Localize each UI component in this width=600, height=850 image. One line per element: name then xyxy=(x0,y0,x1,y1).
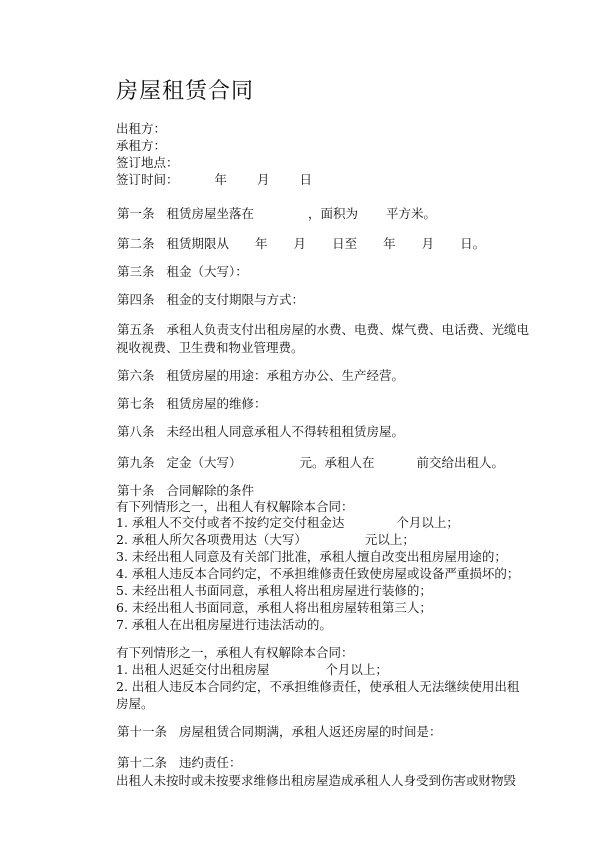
article-2-day-to: 日至 xyxy=(332,236,358,251)
article-1-text-c: 平方米。 xyxy=(386,206,437,221)
article-12-title: 违约责任： xyxy=(179,755,242,770)
lessee-line: 承租方： xyxy=(116,138,167,153)
article-2-day2: 日。 xyxy=(460,236,486,251)
article-2 xyxy=(117,236,485,252)
article-10-heading xyxy=(117,483,254,499)
article-10-number: 第十条 xyxy=(117,483,155,498)
article-3 xyxy=(117,264,248,280)
article-8 xyxy=(117,424,404,440)
list-item xyxy=(116,515,459,531)
article-2-text: 租赁期限从 xyxy=(166,236,230,251)
article-8-number: 第八条 xyxy=(117,424,155,439)
list-item: 3. 未经出租人同意及有关部门批准，承租人擅自改变出租房屋用途的； xyxy=(116,549,507,564)
article-10-intro-2: 有下列情形之一，承租人有权解除本合同： xyxy=(116,645,354,660)
list-item xyxy=(116,532,415,548)
article-2-month2: 月 xyxy=(421,236,435,251)
signing-time-label: 签订时间： xyxy=(116,172,179,187)
list-item-text: 2. 承租人所欠各项费用达（大写） xyxy=(116,532,307,547)
article-2-month: 月 xyxy=(293,236,307,251)
list-item: 5. 未经出租人书面同意，承租人将出租房屋进行装修的； xyxy=(116,583,432,598)
signing-month: 月 xyxy=(257,172,270,187)
article-4-number: 第四条 xyxy=(117,292,155,307)
article-10-intro-1: 有下列情形之一，出租人有权解除本合同： xyxy=(116,499,354,514)
article-1-text-b: ，面积为 xyxy=(308,206,359,221)
article-12-heading xyxy=(117,755,242,771)
article-2-year2: 年 xyxy=(383,236,396,251)
article-5-text-1: 承租人负责支付出租房屋的水费、电费、煤气费、电话费、光缆电 xyxy=(166,322,530,337)
list-item xyxy=(116,662,388,678)
article-7-number: 第七条 xyxy=(117,396,155,411)
article-6-text: 租赁房屋的用途：承租方办公、生产经营。 xyxy=(166,368,405,383)
signing-year: 年 xyxy=(214,172,228,187)
signing-place-line: 签订地点： xyxy=(116,155,179,170)
list-item-suffix: 元以上； xyxy=(364,532,415,547)
article-4 xyxy=(117,292,304,308)
article-1-number: 第一条 xyxy=(117,206,155,221)
list-item-text: 1. 承租人不交付或者不按约定交付租金达 xyxy=(116,515,345,530)
list-item: 4. 承租人违反本合同约定，不承担维修责任致使房屋或设备严重损坏的； xyxy=(116,566,520,581)
document-title: 房屋租赁合同 xyxy=(116,79,255,104)
article-9-text-b: 元。承租人在 xyxy=(299,455,375,470)
signing-day: 日 xyxy=(299,172,313,187)
article-12-number: 第十二条 xyxy=(117,755,168,770)
article-12-text: 出租人未按时或未按要求维修出租房屋造成承租人人身受到伤害或财物毁 xyxy=(116,773,517,788)
article-8-text: 未经出租人同意承租人不得转租租赁房屋。 xyxy=(166,424,405,439)
article-6 xyxy=(117,368,404,384)
article-1 xyxy=(117,206,436,222)
article-4-text: 租金的支付期限与方式： xyxy=(166,292,305,307)
article-1-text-a: 租赁房屋坐落在 xyxy=(166,206,255,221)
article-11 xyxy=(117,724,442,740)
article-2-year: 年 xyxy=(255,236,268,251)
article-5-line-2: 视收视费、卫生费和物业管理费。 xyxy=(116,340,304,355)
article-5-number: 第五条 xyxy=(117,322,155,337)
article-9-text-a: 定金（大写） xyxy=(166,455,242,470)
article-5-line-1 xyxy=(117,322,529,338)
signing-time-line xyxy=(116,172,312,188)
list-item-text: 1. 出租人迟延交付出租房屋 xyxy=(116,662,270,677)
lessor-line: 出租方： xyxy=(116,121,167,136)
article-3-text: 租金（大写）： xyxy=(166,264,248,279)
list-item: 7. 承租人在出租房屋进行违法活动的。 xyxy=(116,617,332,632)
article-10-title: 合同解除的条件 xyxy=(166,483,255,498)
list-item: 2. 出租人违反本合同约定，不承担维修责任，使承租人无法继续使用出租 xyxy=(116,679,520,694)
list-item-suffix: 个月以上； xyxy=(325,662,388,677)
list-item-suffix: 个月以上； xyxy=(396,515,459,530)
article-7-text: 租赁房屋的维修： xyxy=(166,396,267,411)
list-item: 6. 未经出租人书面同意，承租人将出租房屋转租第三人； xyxy=(116,600,432,615)
article-7 xyxy=(117,396,267,412)
article-11-text: 房屋租赁合同期满，承租人返还房屋的时间是： xyxy=(179,724,442,739)
list-item-continuation: 房屋。 xyxy=(116,696,154,711)
article-11-number: 第十一条 xyxy=(117,724,168,739)
article-9 xyxy=(117,455,504,471)
article-9-number: 第九条 xyxy=(117,455,155,470)
article-3-number: 第三条 xyxy=(117,264,155,279)
article-9-text-c: 前交给出租人。 xyxy=(416,455,505,470)
article-2-number: 第二条 xyxy=(117,236,155,251)
article-6-number: 第六条 xyxy=(117,368,155,383)
